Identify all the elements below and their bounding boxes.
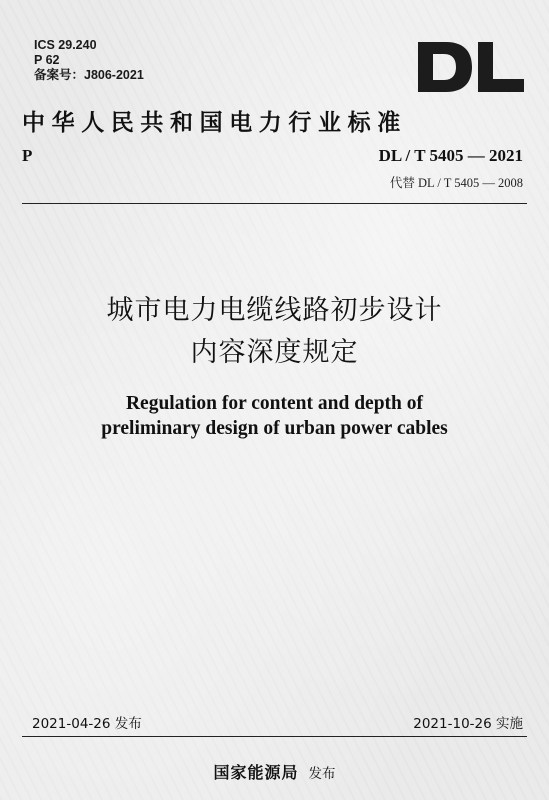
ics-code: ICS 29.240 xyxy=(34,38,97,52)
publisher-name: 国家能源局 xyxy=(213,763,299,782)
english-title-line-1: Regulation for content and depth of xyxy=(125,393,424,414)
cover-metadata xyxy=(34,38,144,83)
dl-logo-letter-l xyxy=(478,42,524,92)
standard-number: DL / T 5405 — 2021 xyxy=(378,146,523,165)
classification-code: P 62 xyxy=(34,53,60,67)
issue-date: 2021-04-26 发布 xyxy=(32,716,142,732)
category-letter: P xyxy=(22,146,33,165)
dl-logo-letter-d xyxy=(418,42,472,92)
implementation-date: 2021-10-26 实施 xyxy=(413,716,523,732)
english-title-line-2: preliminary design of urban power cables xyxy=(101,418,448,439)
chinese-title-line-1: 城市电力电缆线路初步设计 xyxy=(106,295,443,326)
publisher-action: 发布 xyxy=(308,766,336,782)
replaces-standard: 代替 DL / T 5405 — 2008 xyxy=(389,176,523,190)
standard-organization-title: 中华人民共和国电力行业标准 xyxy=(22,109,407,136)
record-number: 备案号：J806-2021 xyxy=(34,68,144,82)
top-divider xyxy=(22,203,527,204)
dl-logo xyxy=(416,40,526,94)
bottom-divider xyxy=(22,736,527,737)
publisher-line xyxy=(0,760,549,783)
chinese-title-line-2: 内容深度规定 xyxy=(190,337,359,368)
